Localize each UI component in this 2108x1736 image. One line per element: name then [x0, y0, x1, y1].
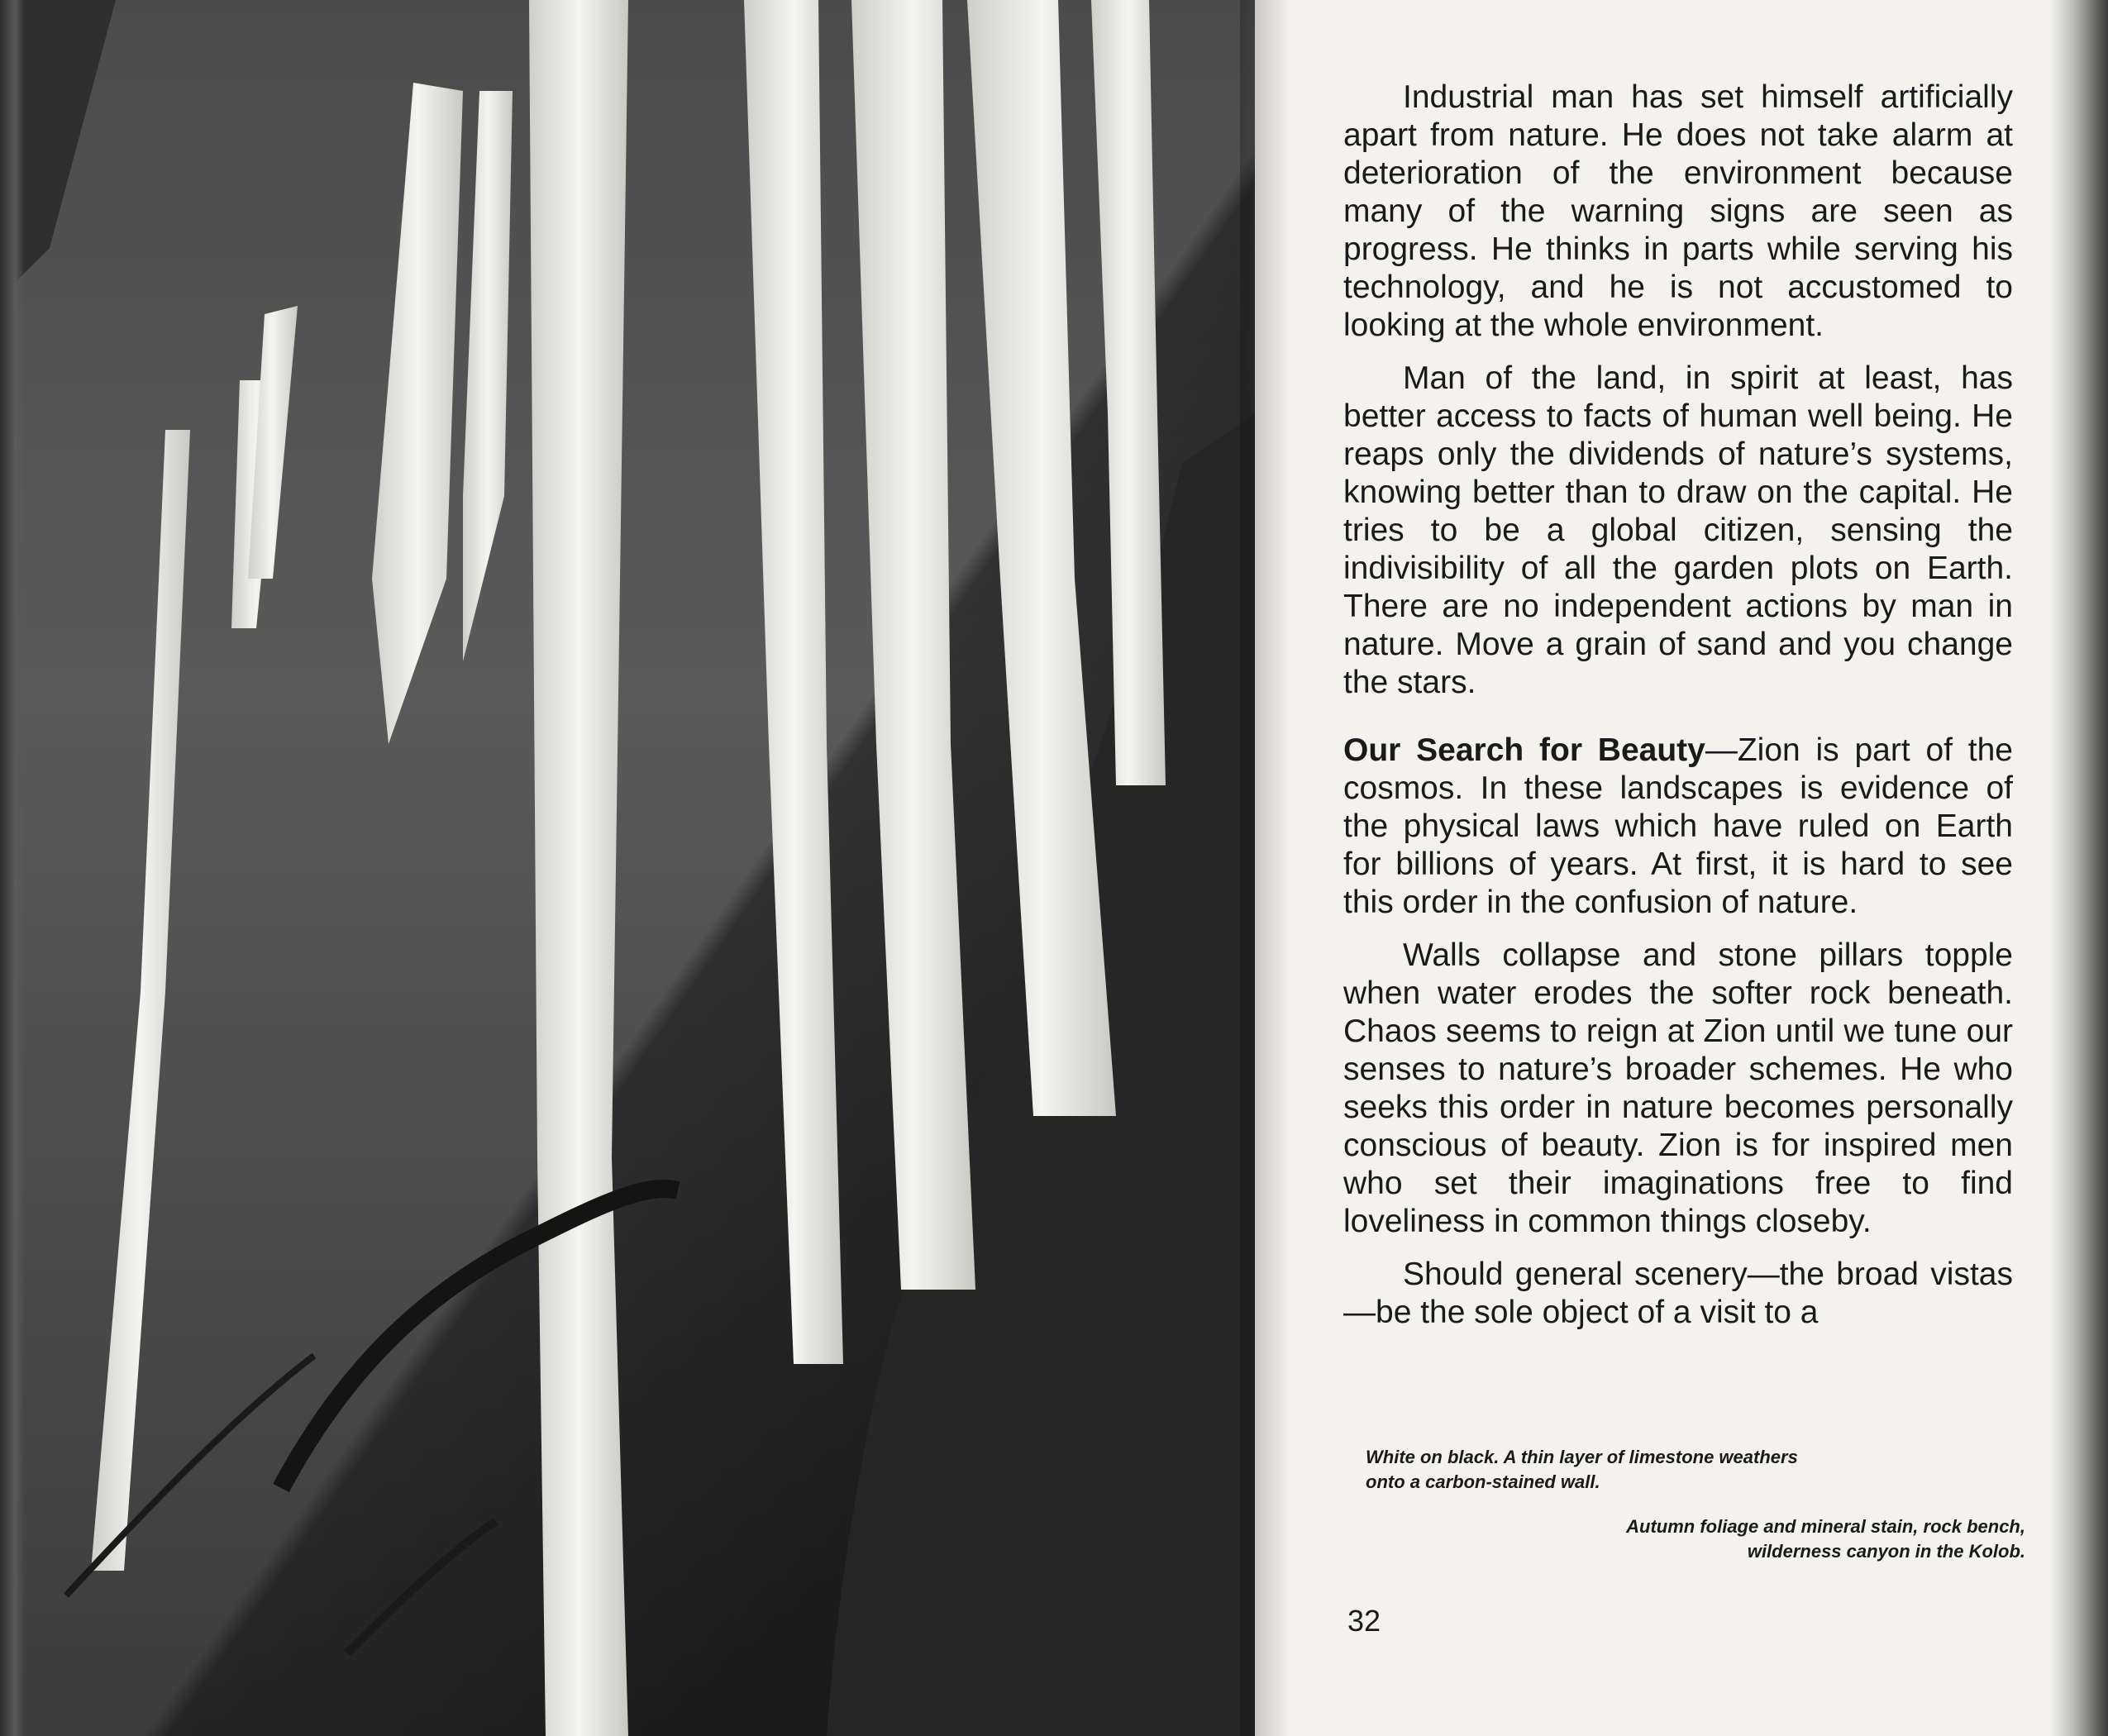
section-lead: —Zion is part of the cosmos. In these landscapes is evidence of the physical laws which have ruled on Earth for billions of years. At first, it is hard to see this order in the confusion of nature. — [1343, 732, 2013, 920]
book-gutter — [1240, 0, 1290, 1736]
paragraph-4: Should general scenery—the broad vistas—be the sole object of a visit to a — [1343, 1257, 2013, 1330]
page-number: 32 — [1347, 1604, 1381, 1638]
paragraph-3: Walls collapse and stone pillars topple when water erodes the softer rock beneath. Chaos seems to reign at Zion until we tune our senses to nature’s broader schemes. He who seeks this order in nature becomes personally conscious of beauty. Zion is for inspired men who set their imaginations free to find loveliness in common things closeby. — [1343, 937, 2013, 1239]
streak-6 — [372, 83, 463, 744]
streak-4 — [967, 0, 1116, 1116]
crack-3 — [347, 1521, 496, 1653]
streak-2 — [744, 0, 843, 1364]
streak-8 — [91, 430, 190, 1571]
streak-3 — [851, 0, 975, 1290]
paragraph-2: Man of the land, in spirit at least, has better access to facts of human well being. He reaps only the dividends of nature’s systems, knowing better than to draw on the capital. He tries to be a global citizen, sensing the indivisibility of all the garden plots on Earth. There are no independent actions by man in nature. Move a grain of sand and you change the stars. — [1343, 360, 2013, 700]
streak-5 — [1091, 0, 1166, 785]
body-text — [1343, 79, 2013, 1347]
caption-autumn-foliage: Autumn foliage and mineral stain, rock bench, wilderness canyon in the Kolob. — [1626, 1516, 2025, 1562]
page-edge-left — [0, 0, 25, 1736]
caption-white-on-black: White on black. A thin layer of limestone weathers onto a carbon-stained wall. — [1366, 1447, 1798, 1492]
streak-1 — [529, 0, 628, 1736]
page-edge-right — [2050, 0, 2108, 1736]
section-paragraph — [1343, 732, 2013, 922]
streak-7 — [463, 91, 513, 661]
paragraph-1: Industrial man has set himself artificially apart from nature. He does not take alarm at deterioration of the environment because many of the warning signs are seen as progress. He thinks in parts while serving his technology, and he is not accustomed to looking at the whole environment. — [1343, 79, 2013, 343]
section-heading: Our Search for Beauty — [1343, 732, 1705, 768]
